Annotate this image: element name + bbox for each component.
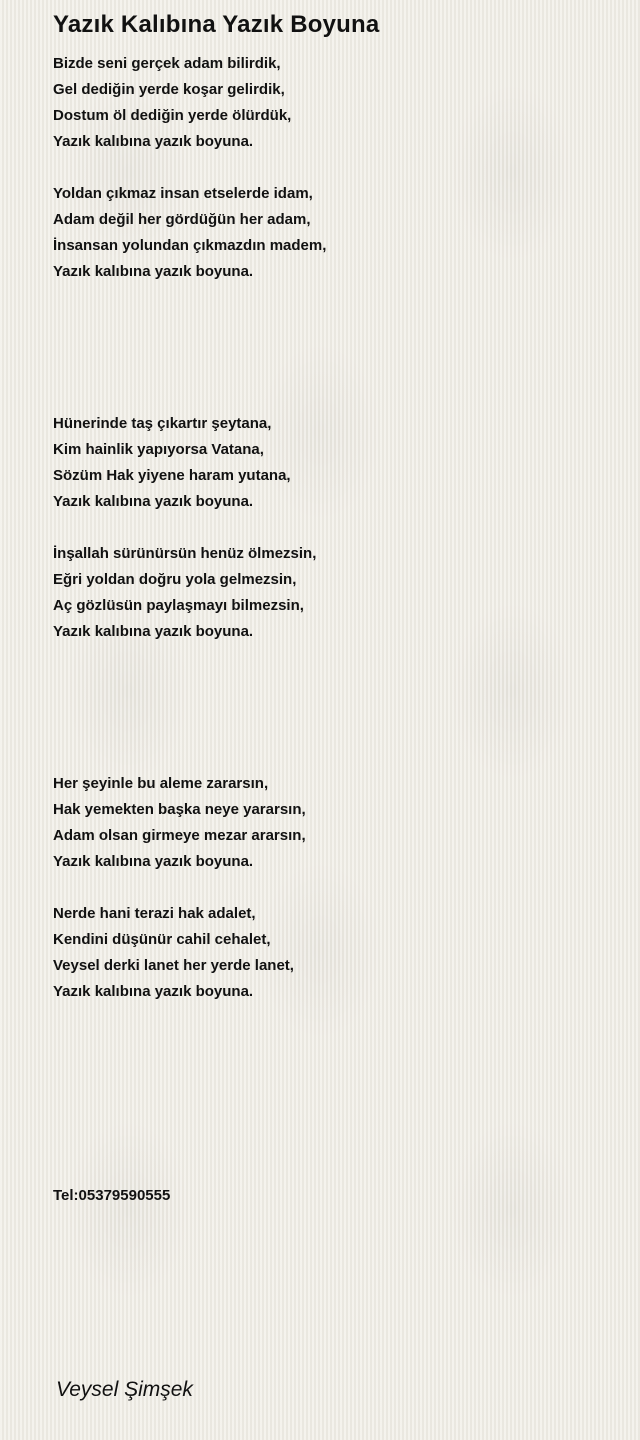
stanza-2	[53, 181, 326, 285]
poem-title: Yazık Kalıbına Yazık Boyuna	[53, 11, 380, 38]
author-name: Veysel Şimşek	[56, 1378, 193, 1401]
poem-line: Eğri yoldan doğru yola gelmezsin,	[53, 571, 297, 588]
poem-line: Dostum öl dediğin yerde ölürdük,	[53, 107, 292, 124]
poem-line: Hünerinde taş çıkartır şeytana,	[53, 415, 272, 432]
poem-line: Adam değil her gördüğün her adam,	[53, 211, 311, 228]
poem-line: Yazık kalıbına yazık boyuna.	[53, 263, 254, 280]
poem-line: Her şeyinle bu aleme zararsın,	[53, 775, 269, 792]
phone-number: Tel:05379590555	[53, 1187, 171, 1204]
poem-line: Kim hainlik yapıyorsa Vatana,	[53, 441, 264, 458]
poem-line: Yazık kalıbına yazık boyuna.	[53, 133, 254, 150]
stanza-6	[53, 901, 294, 1005]
poem-line: Sözüm Hak yiyene haram yutana,	[53, 467, 291, 484]
poem-line: Yazık kalıbına yazık boyuna.	[53, 623, 254, 640]
poem-line: Veysel derki lanet her yerde lanet,	[53, 957, 294, 974]
poem-line: Hak yemekten başka neye yararsın,	[53, 801, 306, 818]
poem-line: Yazık kalıbına yazık boyuna.	[53, 983, 254, 1000]
poem-line: Nerde hani terazi hak adalet,	[53, 905, 256, 922]
poem-line: Yazık kalıbına yazık boyuna.	[53, 493, 254, 510]
stanza-3	[53, 411, 291, 515]
poem-line: Bizde seni gerçek adam bilirdik,	[53, 55, 281, 72]
poem-line: Yoldan çıkmaz insan etselerde idam,	[53, 185, 313, 202]
stanza-1	[53, 51, 291, 155]
poem-line: Yazık kalıbına yazık boyuna.	[53, 853, 254, 870]
poem-line: Kendini düşünür cahil cehalet,	[53, 931, 271, 948]
poem-line: Adam olsan girmeye mezar ararsın,	[53, 827, 306, 844]
poem-line: İnsansan yolundan çıkmazdın madem,	[53, 237, 327, 254]
stanza-4	[53, 541, 316, 645]
stanza-5	[53, 771, 306, 875]
poem-line: Gel dediğin yerde koşar gelirdik,	[53, 81, 285, 98]
poem-line: Aç gözlüsün paylaşmayı bilmezsin,	[53, 597, 304, 614]
poem-line: İnşallah sürünürsün henüz ölmezsin,	[53, 545, 317, 562]
